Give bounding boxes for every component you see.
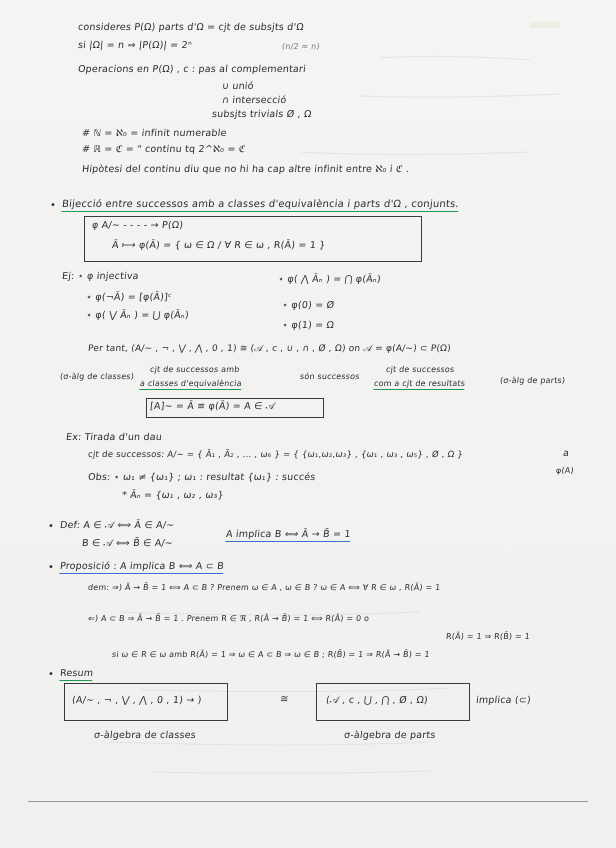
text-line: # ℝ = ℭ = " continu tq 2^ℵ₀ = ℭ xyxy=(81,144,247,155)
text-line: Ā ⟼ φ(Ā) = { ω ∈ Ω / ∀ R ∈ ω , R(Ā) = 1 } xyxy=(111,240,327,251)
text-line: dem: ⇒) Ā → B̄ = 1 ⟺ A ⊂ B ? Prenem ω ∈ A , ω ∈ B ? ω ∈ A ⟺ ∀ R ∈ ω , R(Ā) = 1 xyxy=(87,583,441,592)
text-line: Operacions en P(Ω) , c : pas al complementari xyxy=(77,64,307,75)
text-line: subsjts trivials Ø , Ω xyxy=(211,109,313,120)
text-line: R(Ā) = 1 ⇒ R(B̄) = 1 xyxy=(445,632,531,641)
text-line: si ω ∈ R ∈ ω amb R(Ā) = 1 ⇒ ω ∈ A ⊂ B ⇒ ω ∈ B ; R(B̄) = 1 ⇒ R(Ā → B̄) = 1 xyxy=(111,650,431,659)
bullet-dot: • xyxy=(48,562,54,573)
text-line: ≅ xyxy=(279,694,290,705)
text-line: B ∈ 𝒜 ⟺ B̄ ∈ A/~ xyxy=(81,538,174,549)
text-line: ⋆ φ( ⋁ Āₙ ) = ⋃ φ(Āₙ) xyxy=(85,310,190,321)
page-bottom-rule xyxy=(28,801,588,802)
text-line: Hipòtesi del continu diu que no hi ha cap altre infinit entre ℵ₀ i ℭ . xyxy=(81,164,410,175)
text-line: * Āₙ = {ω₁ , ω₂ , ω₃} xyxy=(121,490,225,501)
text-line: implica (⊂) xyxy=(475,695,532,706)
text-line: (σ-àlg de parts) xyxy=(499,376,566,385)
bullet-dot: • xyxy=(48,521,54,532)
text-line: si |Ω| = n ⇒ |P(Ω)| = 2ⁿ xyxy=(77,40,193,51)
text-line: (n/2 ≈ n) xyxy=(281,42,321,51)
text-line: φ(A) xyxy=(555,466,575,475)
text-line: (A/~ , ¬ , ⋁ , ⋀ , 0 , 1) → ) xyxy=(71,695,203,706)
text-line: ∩ intersecció xyxy=(221,95,287,106)
text-line: A implica B ⟺ Ā → B̄ = 1 xyxy=(225,529,352,540)
text-line: (𝒜 , c , ⋃ , ⋂ , Ø , Ω) xyxy=(325,695,429,706)
text-line: σ-àlgebra de classes xyxy=(93,730,197,741)
text-line: cjt de successos: A/~ = { Ā₁ , Ā₂ , ... , ω₆ } = { {ω₁,ω₂,ω₃} , {ω₁ , ω₃ , ω₅} , Ø , Ω } xyxy=(87,450,464,460)
text-line: ⋆ φ(1) = Ω xyxy=(281,320,335,331)
text-line: Proposició : A implica B ⟺ A ⊂ B xyxy=(59,561,225,572)
text-line: Ex: Tirada d'un dau xyxy=(65,432,163,443)
text-line: són successos xyxy=(299,372,361,381)
text-line: # ℕ = ℵ₀ = infinit numerable xyxy=(81,128,228,139)
text-line: [A]~ = Ā ≡ φ(Ā) = A ∈ 𝒜 xyxy=(149,401,276,412)
text-line: cjt de successos xyxy=(385,365,455,374)
section-heading: Bijecció entre successos amb a classes d'equivalència i parts d'Ω , conjunts. xyxy=(61,199,460,210)
text-line: com a cjt de resultats xyxy=(373,379,466,388)
text-line: ⋆ φ(0) = Ø xyxy=(281,300,335,311)
text-line: ∪ unió xyxy=(221,81,255,92)
text-line: Resum xyxy=(59,668,94,679)
text-line: Per tant, (A/~ , ¬ , ⋁ , ⋀ , 0 , 1) ≅ (𝒜 , c , ∪ , ∩ , Ø , Ω) on 𝒜 = φ(A/~) ⊂ P(Ω) xyxy=(87,344,452,354)
text-line: ⇐) A ⊂ B ⇒ Ā → B̄ = 1 . Prenem R ∈ ℜ , R(Ā → B̄) = 1 ⟺ R(Ā) = 0 o xyxy=(87,614,370,623)
text-line: a xyxy=(562,448,570,459)
text-line: φ A/~ - - - - → P(Ω) xyxy=(91,220,184,231)
text-line: a classes d'equivalència xyxy=(139,379,243,388)
text-line: (σ-àlg de classes) xyxy=(59,372,135,381)
text-line: ⋆ φ(¬Ā) = [φ(Ā)]ᶜ xyxy=(85,292,173,303)
bullet-dot: • xyxy=(48,669,54,680)
text-line: σ-àlgebra de parts xyxy=(343,730,437,741)
bullet-dot: • xyxy=(50,200,56,211)
text-line: Obs: ⋆ ω₁ ≠ {ω₁} ; ω₁ : resultat {ω₁} : succés xyxy=(87,472,317,483)
text-line: Ej: ⋆ φ injectiva xyxy=(61,271,140,282)
text-line: consideres P(Ω) parts d'Ω = cjt de subsjts d'Ω xyxy=(77,22,305,33)
text-line: cjt de successos amb xyxy=(149,365,240,374)
text-line: Def: A ∈ 𝒜 ⟺ Ā ∈ A/~ xyxy=(59,520,175,531)
text-line: ⋆ φ( ⋀ Āₙ ) = ⋂ φ(Āₙ) xyxy=(277,274,382,285)
